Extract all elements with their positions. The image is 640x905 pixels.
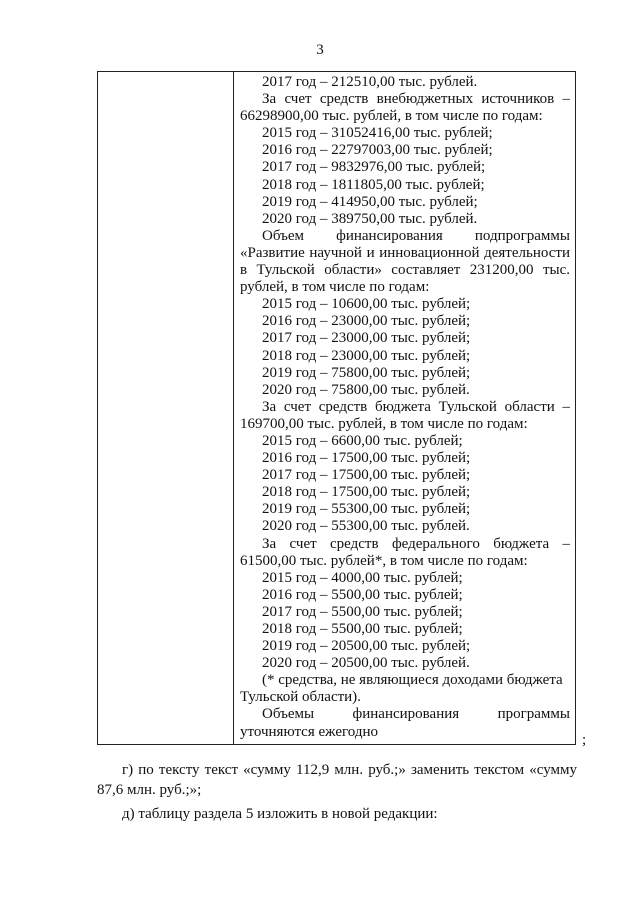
table-text-line: 2018 год – 1811805,00 тыс. рублей; xyxy=(262,176,485,193)
table-text-line: «Развитие научной и инновационной деятельности xyxy=(240,244,570,261)
page-number: 3 xyxy=(316,42,324,58)
table-text-line: 61500,00 тыс. рублей*, в том числе по годам: xyxy=(240,552,528,569)
table-text-line: 2019 год – 414950,00 тыс. рублей; xyxy=(262,193,478,210)
table-text-line: 2018 год – 23000,00 тыс. рублей; xyxy=(262,347,471,364)
table-text-line: 2016 год – 22797003,00 тыс. рублей; xyxy=(262,142,493,159)
table-text-line: 2020 год – 55300,00 тыс. рублей. xyxy=(262,518,470,535)
table-text-line: 2017 год – 5500,00 тыс. рублей; xyxy=(262,603,463,620)
table-text-line: 66298900,00 тыс. рублей, в том числе по годам: xyxy=(240,108,543,125)
table-text-line: 2019 год – 20500,00 тыс. рублей; xyxy=(262,638,471,655)
table-text-line: 2017 год – 23000,00 тыс. рублей; xyxy=(262,330,471,347)
table-text-line: 169700,00 тыс. рублей, в том числе по годам: xyxy=(240,415,528,432)
table-text-line: 2016 год – 17500,00 тыс. рублей; xyxy=(262,450,471,467)
table-text-line: 2015 год – 6600,00 тыс. рублей; xyxy=(262,432,463,449)
table-text-line: Объемы финансирования программы xyxy=(262,706,570,723)
table-text-line: 2019 год – 55300,00 тыс. рублей; xyxy=(262,501,471,518)
table-text-line: рублей, в том числе по годам: xyxy=(240,279,430,296)
table-text-line: За счет средств внебюджетных источников – xyxy=(262,91,570,108)
paragraph-g-line2: 87,6 млн. руб.;»; xyxy=(97,782,202,798)
table-text-line: 2016 год – 23000,00 тыс. рублей; xyxy=(262,313,471,330)
table-text-line: За счет средств бюджета Тульской области – xyxy=(262,398,570,415)
table-text-line: (* средства, не являющиеся доходами бюджета xyxy=(262,672,563,689)
table-text-line: 2015 год – 4000,00 тыс. рублей; xyxy=(262,569,463,586)
table-text-line: 2020 год – 20500,00 тыс. рублей. xyxy=(262,655,470,672)
table-text-line: 2019 год – 75800,00 тыс. рублей; xyxy=(262,364,471,381)
table-trailing-semicolon: ; xyxy=(582,732,587,748)
table-text-line: 2017 год – 17500,00 тыс. рублей; xyxy=(262,467,471,484)
table-text-line: 2016 год – 5500,00 тыс. рублей; xyxy=(262,586,463,603)
table-text-line: уточняются ежегодно xyxy=(240,723,378,740)
table-text-line: Объем финансирования подпрограммы xyxy=(262,227,570,244)
table-text-line: 2018 год – 17500,00 тыс. рублей; xyxy=(262,484,471,501)
table-text-line: За счет средств федерального бюджета – xyxy=(262,535,570,552)
table-text-line: 2015 год – 31052416,00 тыс. рублей; xyxy=(262,125,493,142)
table-text-line: 2018 год – 5500,00 тыс. рублей; xyxy=(262,621,463,637)
table-text-line: 2020 год – 75800,00 тыс. рублей. xyxy=(262,381,470,398)
table-text-line: в Тульской области» составляет 231200,00 тыс. xyxy=(240,262,570,279)
table-text-line: Тульской области). xyxy=(240,689,361,706)
table-left-cell xyxy=(98,72,234,744)
table-text-line: 2017 год – 212510,00 тыс. рублей. xyxy=(262,74,478,90)
table-right-cell xyxy=(234,72,575,744)
paragraph-g-line1: г) по тексту текст «сумму 112,9 млн. руб.;» заменить текстом «сумму xyxy=(122,762,577,778)
paragraph-d: д) таблицу раздела 5 изложить в новой редакции: xyxy=(122,806,438,822)
financing-table xyxy=(97,71,576,745)
table-text-line: 2017 год – 9832976,00 тыс. рублей; xyxy=(262,159,486,176)
table-text-line: 2015 год – 10600,00 тыс. рублей; xyxy=(262,296,471,313)
table-text-line: 2020 год – 389750,00 тыс. рублей. xyxy=(262,210,478,227)
